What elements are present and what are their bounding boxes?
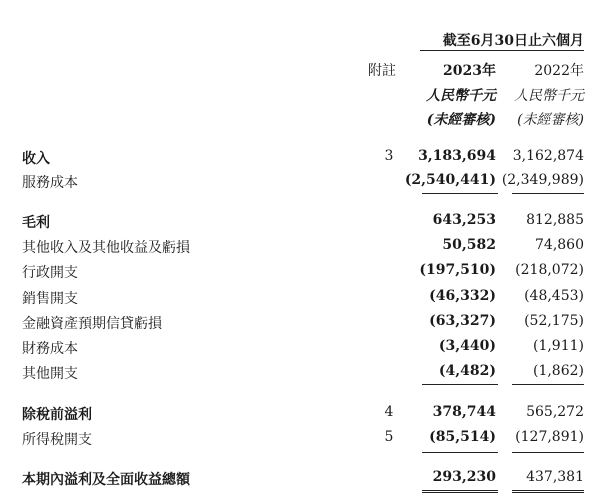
period-header-rule — [420, 50, 584, 51]
subtotal-rule-2022 — [512, 452, 584, 453]
row-2023-profit-before-tax: 378,744 — [432, 404, 496, 420]
row-2023-cost-of-services: (2,540,441) — [404, 172, 496, 188]
row-2022-revenue: 3,162,874 — [512, 148, 584, 164]
row-label-other-expenses: 其他開支 — [22, 366, 78, 382]
row-2023-ecl: (63,327) — [429, 313, 496, 329]
row-2023-gross-profit: 643,253 — [432, 212, 496, 228]
row-label-revenue: 收入 — [22, 151, 50, 167]
row-note-revenue: 3 — [384, 148, 394, 164]
subtotal-rule-2023 — [422, 452, 498, 453]
row-2023-income-tax: (85,514) — [429, 429, 496, 445]
col-2023-unit: 人民幣千元 — [426, 88, 496, 104]
col-2023-year: 2023年 — [443, 63, 496, 79]
row-2023-other-expenses: (4,482) — [438, 363, 496, 379]
col-2023-audit: (未經審核) — [426, 112, 496, 128]
row-label-admin-expenses: 行政開支 — [22, 265, 78, 281]
subtotal-rule-2023 — [422, 384, 498, 385]
col-2022-year: 2022年 — [534, 63, 584, 79]
row-note-profit-before-tax: 4 — [384, 404, 394, 420]
row-2022-income-tax: (127,891) — [515, 429, 584, 445]
row-2022-selling-expenses: (48,453) — [524, 288, 584, 304]
row-2023-revenue: 3,183,694 — [418, 148, 496, 164]
row-2022-other-expenses: (1,862) — [532, 363, 584, 379]
row-2022-admin-expenses: (218,072) — [515, 262, 584, 278]
row-label-finance-costs: 財務成本 — [22, 341, 78, 357]
subtotal-rule-2022 — [512, 384, 584, 385]
row-label-total-comprehensive-income: 本期內溢利及全面收益總額 — [22, 472, 190, 488]
row-2023-selling-expenses: (46,332) — [429, 288, 496, 304]
row-note-income-tax: 5 — [384, 429, 394, 445]
row-label-cost-of-services: 服務成本 — [22, 175, 78, 191]
row-2022-total-comprehensive-income: 437,381 — [526, 469, 584, 485]
row-2022-cost-of-services: (2,349,989) — [501, 172, 584, 188]
col-2022-unit: 人民幣千元 — [514, 88, 584, 104]
row-label-profit-before-tax: 除稅前溢利 — [22, 407, 92, 423]
col-2022-audit: (未經審核) — [517, 112, 584, 128]
row-label-gross-profit: 毛利 — [22, 215, 50, 231]
row-2022-gross-profit: 812,885 — [526, 212, 584, 228]
total-rule-2023 — [422, 490, 498, 493]
row-label-selling-expenses: 銷售開支 — [22, 291, 78, 307]
row-2023-admin-expenses: (197,510) — [419, 262, 496, 278]
subtotal-rule-2022 — [512, 193, 584, 194]
row-label-income-tax: 所得稅開支 — [22, 432, 92, 448]
row-label-other-income: 其他收入及其他收益及虧損 — [22, 240, 190, 256]
row-2022-finance-costs: (1,911) — [532, 338, 584, 354]
period-header: 截至6月30日止六個月 — [442, 33, 584, 49]
subtotal-rule-2023 — [422, 193, 498, 194]
total-rule-2022 — [512, 490, 584, 493]
row-2022-profit-before-tax: 565,272 — [526, 404, 584, 420]
note-column-header: 附註 — [368, 63, 396, 79]
row-2022-other-income: 74,860 — [535, 237, 584, 253]
row-label-ecl: 金融資產預期信貸虧損 — [22, 316, 162, 332]
row-2023-other-income: 50,582 — [442, 237, 496, 253]
row-2022-ecl: (52,175) — [524, 313, 584, 329]
row-2023-total-comprehensive-income: 293,230 — [432, 469, 496, 485]
row-2023-finance-costs: (3,440) — [438, 338, 496, 354]
